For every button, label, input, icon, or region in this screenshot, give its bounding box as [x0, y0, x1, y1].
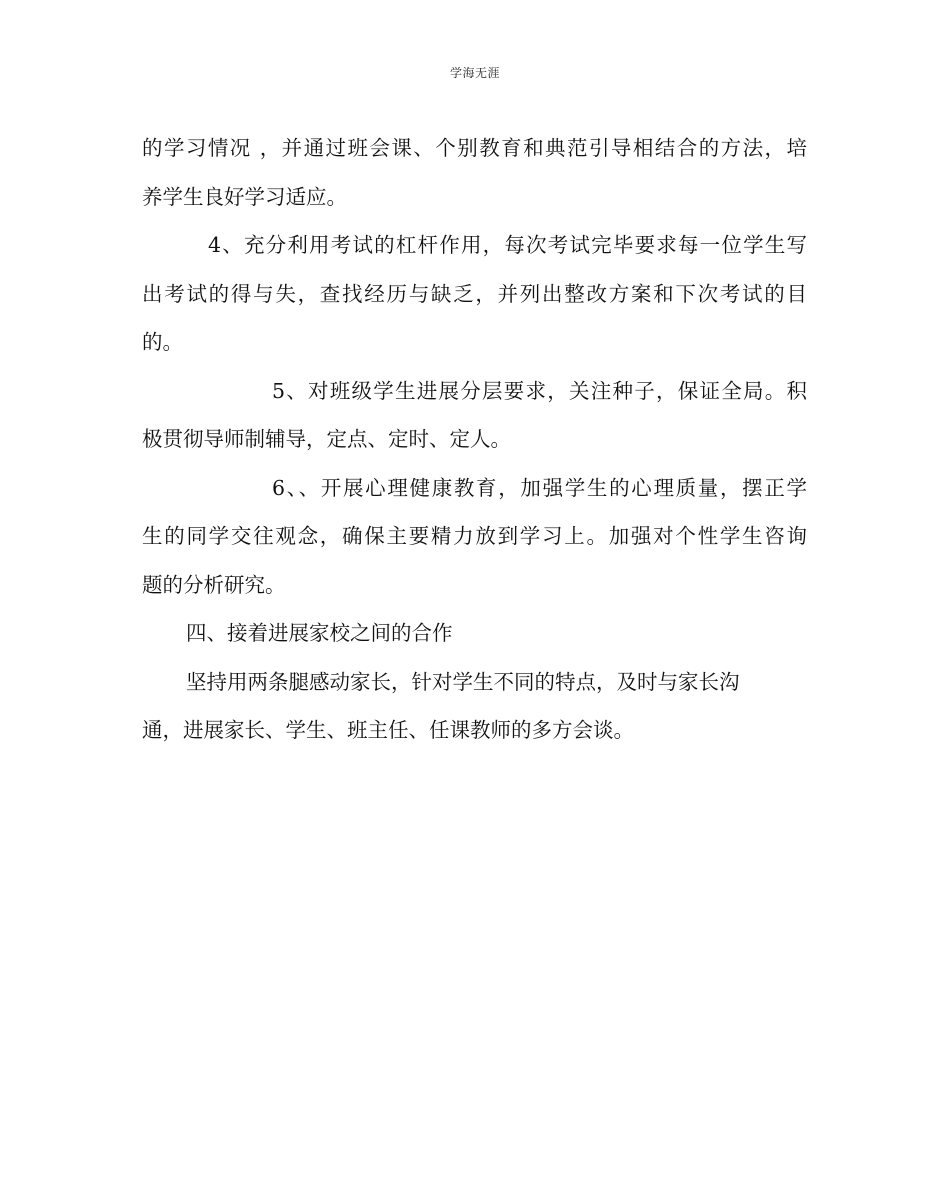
paragraph-line: 的。	[142, 330, 183, 354]
paragraph-line: 通，进展家长、学生、班主任、任课教师的多方会谈。	[142, 718, 634, 742]
paragraph-line: 5、对班级学生进展分层要求，关注种子，保证全局。积	[272, 378, 807, 403]
paragraph-line: 的学习情况 ，并通过班会课、个别教育和典范引导相结合的方法，培	[142, 136, 807, 160]
paragraph-line: 坚持用两条腿感动家长，针对学生不同的特点，及时与家长沟	[186, 669, 740, 694]
paragraph-line: 出考试的得与失，查找经历与缺乏，并列出整改方案和下次考试的目	[142, 281, 807, 306]
paragraph-line: 4、充分利用考试的杠杆作用，每次考试完毕要求每一位学生写	[208, 233, 807, 257]
paragraph-line: 题的分析研究。	[142, 572, 286, 597]
paragraph-line: 养学生良好学习适应。	[142, 184, 347, 209]
section-heading: 四、接着进展家校之间的合作	[186, 621, 453, 645]
paragraph-line: 极贯彻导师制辅导，定点、定时、定人。	[142, 427, 511, 451]
paragraph-line: 生的同学交往观念，确保主要精力放到学习上。加强对个性学生咨询	[142, 524, 807, 548]
page-header: 学海无涯	[449, 66, 500, 80]
document-body	[142, 124, 807, 755]
paragraph-line: 6、、开展心理健康教育，加强学生的心理质量，摆正学	[272, 475, 807, 500]
